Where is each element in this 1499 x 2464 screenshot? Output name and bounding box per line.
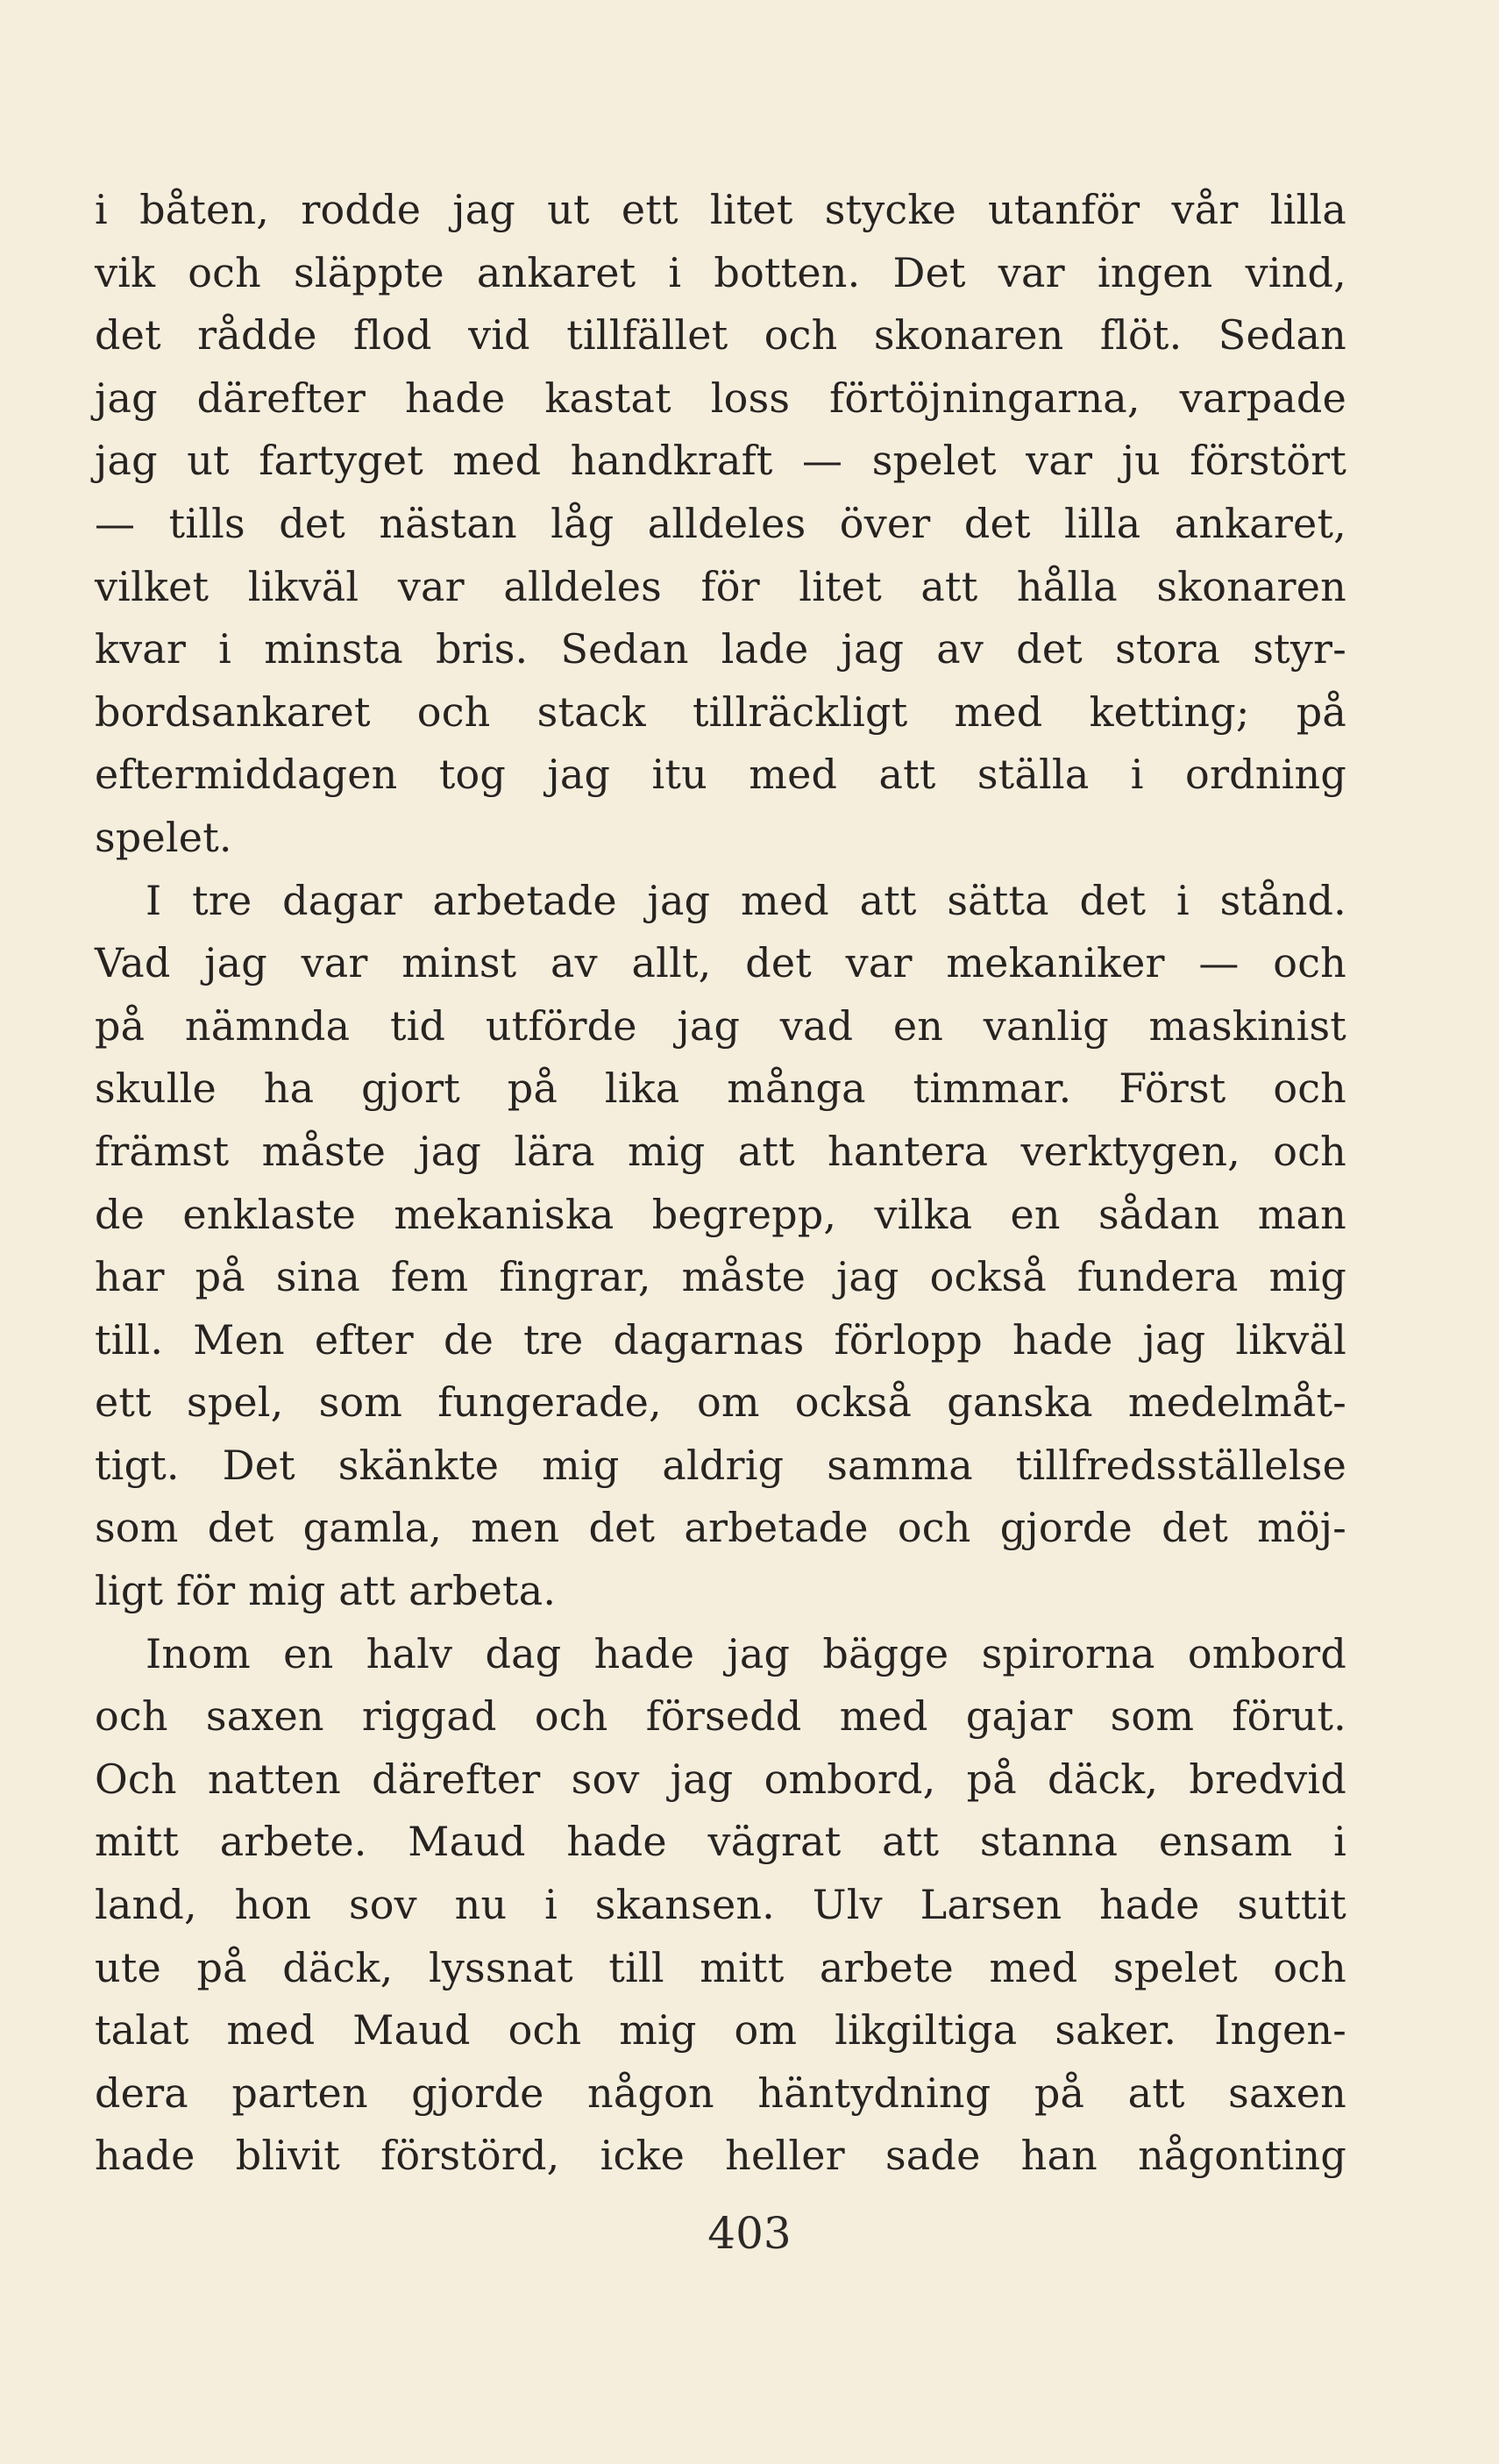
text-line: bordsankaret och stack tillräckligt med ketting; på — [95, 687, 1346, 736]
body-text — [95, 179, 1346, 2188]
text-line: på nämnda tid utförde jag vad en vanlig maskinist — [95, 1001, 1346, 1050]
text-line: Och natten därefter sov jag ombord, på däck, bredvid — [95, 1755, 1346, 1803]
text-line: dera parten gjorde någon häntydning på att saxen — [95, 2069, 1346, 2117]
text-line: — tills det nästan låg alldeles över det lilla ankaret, — [95, 499, 1346, 547]
page-number: 403 — [707, 2208, 792, 2259]
text-line: tigt. Det skänkte mig aldrig samma tillfredsställelse — [95, 1441, 1346, 1489]
text-line: hade blivit förstörd, icke heller sade han någonting — [95, 2132, 1346, 2180]
text-line: vik och släppte ankaret i botten. Det var ingen vind, — [95, 248, 1346, 296]
text-line: land, hon sov nu i skansen. Ulv Larsen hade suttit — [95, 1881, 1346, 1929]
text-line: till. Men efter de tre dagarnas förlopp hade jag likväl — [95, 1315, 1346, 1364]
text-line: spelet. — [95, 813, 232, 861]
text-line: vilket likväl var alldeles för litet att hålla skonaren — [95, 562, 1346, 610]
text-line: som det gamla, men det arbetade och gjorde det möj- — [95, 1504, 1346, 1552]
text-line: och saxen riggad och försedd med gajar som förut. — [95, 1692, 1346, 1741]
text-line: det rådde flod vid tillfället och skonaren flöt. Sedan — [95, 311, 1346, 360]
text-line: i båten, rodde jag ut ett litet stycke utanför vår lilla — [95, 186, 1346, 233]
text-line: jag därefter hade kastat loss förtöjningarna, varpade — [95, 374, 1346, 422]
text-line: främst måste jag lära mig att hantera verktygen, och — [95, 1127, 1346, 1175]
paragraph-first-line: Inom en halv dag hade jag bägge spirorna ombord — [146, 1629, 1346, 1677]
text-line: har på sina fem fingrar, måste jag också fundera mig — [95, 1253, 1346, 1301]
text-line: ligt för mig att arbeta. — [95, 1567, 557, 1615]
text-line: Vad jag var minst av allt, det var mekaniker — och — [95, 939, 1346, 987]
text-line: eftermiddagen tog jag itu med att ställa i ordning — [95, 751, 1346, 799]
text-line: de enklaste mekaniska begrepp, vilka en sådan man — [95, 1190, 1346, 1238]
text-line: ett spel, som fungerade, om också ganska medelmåt- — [95, 1378, 1346, 1427]
text-line: skulle ha gjort på lika många timmar. Först och — [95, 1065, 1346, 1113]
text-line: mitt arbete. Maud hade vägrat att stanna ensam i — [95, 1818, 1346, 1866]
text-line: ute på däck, lyssnat till mitt arbete med spelet och — [95, 1943, 1346, 1991]
text-line: kvar i minsta bris. Sedan lade jag av det stora styr- — [95, 625, 1346, 673]
text-line: talat med Maud och mig om likgiltiga saker. Ingen- — [95, 2006, 1346, 2055]
text-line: jag ut fartyget med handkraft — spelet var ju förstört — [95, 437, 1346, 485]
paragraph-first-line: I tre dagar arbetade jag med att sätta det i stånd. — [146, 876, 1346, 924]
